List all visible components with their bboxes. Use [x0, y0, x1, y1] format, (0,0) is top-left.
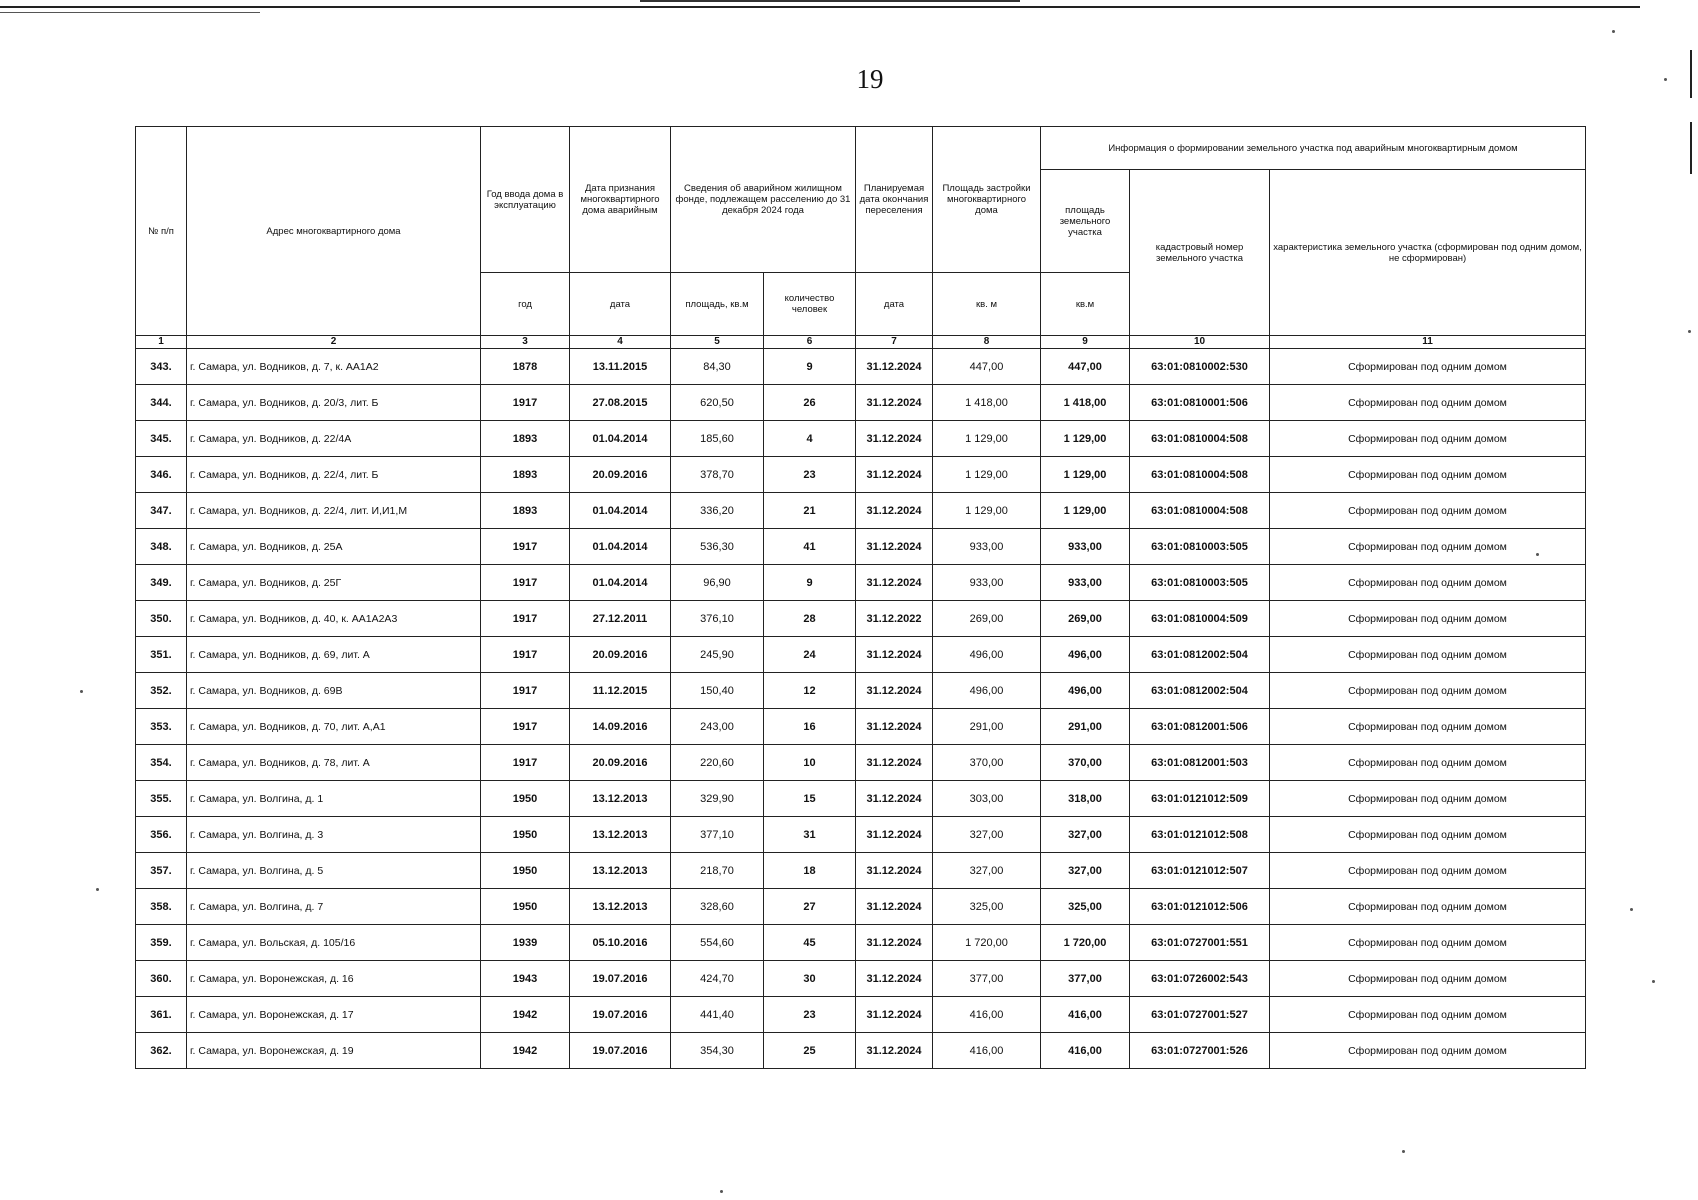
row-recognition-date: 05.10.2016 [570, 925, 671, 961]
row-fund-area: 336,20 [671, 493, 764, 529]
row-land-characteristic: Сформирован под одним домом [1270, 925, 1586, 961]
scan-edge-mark [1690, 122, 1692, 174]
row-people-count: 12 [764, 673, 856, 709]
column-number: 10 [1130, 336, 1270, 349]
row-land-area: 377,00 [1041, 961, 1130, 997]
table-row [136, 421, 1586, 457]
row-recognition-date: 20.09.2016 [570, 457, 671, 493]
table-row [136, 781, 1586, 817]
column-number: 9 [1041, 336, 1130, 349]
row-fund-area: 620,50 [671, 385, 764, 421]
header-planned-date: Планируемая дата окончания переселения [856, 127, 933, 273]
row-recognition-date: 19.07.2016 [570, 1033, 671, 1069]
row-year-entry: 1917 [481, 673, 570, 709]
row-building-area: 325,00 [933, 889, 1041, 925]
row-building-area: 1 720,00 [933, 925, 1041, 961]
row-planned-date: 31.12.2024 [856, 781, 933, 817]
row-planned-date: 31.12.2024 [856, 421, 933, 457]
row-planned-date: 31.12.2024 [856, 889, 933, 925]
row-recognition-date: 13.11.2015 [570, 349, 671, 385]
row-year-entry: 1893 [481, 457, 570, 493]
header-fund-info: Сведения об аварийном жилищном фонде, подлежащем расселению до 31 декабря 2024 года [671, 127, 856, 273]
row-land-characteristic: Сформирован под одним домом [1270, 529, 1586, 565]
row-address: г. Самара, ул. Водников, д. 22/4, лит. Б [187, 457, 481, 493]
row-land-area: 318,00 [1041, 781, 1130, 817]
row-cadastral-number: 63:01:0727001:527 [1130, 997, 1270, 1033]
column-number: 11 [1270, 336, 1586, 349]
row-address: г. Самара, ул. Воронежская, д. 17 [187, 997, 481, 1033]
row-people-count: 15 [764, 781, 856, 817]
unit-building-sqm: кв. м [933, 273, 1041, 336]
row-year-entry: 1942 [481, 997, 570, 1033]
row-address: г. Самара, ул. Воронежская, д. 19 [187, 1033, 481, 1069]
row-land-area: 327,00 [1041, 817, 1130, 853]
table-row [136, 493, 1586, 529]
row-cadastral-number: 63:01:0726002:543 [1130, 961, 1270, 997]
column-number: 3 [481, 336, 570, 349]
row-recognition-date: 20.09.2016 [570, 745, 671, 781]
row-planned-date: 31.12.2024 [856, 673, 933, 709]
row-building-area: 1 129,00 [933, 493, 1041, 529]
row-fund-area: 554,60 [671, 925, 764, 961]
header-address: Адрес многоквартирного дома [187, 127, 481, 336]
row-fund-area: 378,70 [671, 457, 764, 493]
row-number: 349. [136, 565, 187, 601]
row-land-characteristic: Сформирован под одним домом [1270, 601, 1586, 637]
row-land-characteristic: Сформирован под одним домом [1270, 961, 1586, 997]
row-year-entry: 1942 [481, 1033, 570, 1069]
header-recognition-date: Дата признания многоквартирного дома аварийным [570, 127, 671, 273]
table-row [136, 817, 1586, 853]
table-row [136, 565, 1586, 601]
top-rule-secondary [0, 12, 260, 13]
row-cadastral-number: 63:01:0727001:526 [1130, 1033, 1270, 1069]
header-land-area: площадь земельного участка [1041, 170, 1130, 273]
row-cadastral-number: 63:01:0810004:508 [1130, 421, 1270, 457]
row-address: г. Самара, ул. Воронежская, д. 16 [187, 961, 481, 997]
row-planned-date: 31.12.2024 [856, 817, 933, 853]
table-row [136, 889, 1586, 925]
row-fund-area: 243,00 [671, 709, 764, 745]
row-people-count: 9 [764, 565, 856, 601]
row-address: г. Самара, ул. Водников, д. 25Г [187, 565, 481, 601]
row-land-characteristic: Сформирован под одним домом [1270, 385, 1586, 421]
row-address: г. Самара, ул. Вольская, д. 105/16 [187, 925, 481, 961]
row-planned-date: 31.12.2024 [856, 493, 933, 529]
row-year-entry: 1950 [481, 817, 570, 853]
row-year-entry: 1917 [481, 709, 570, 745]
row-cadastral-number: 63:01:0812002:504 [1130, 637, 1270, 673]
row-building-area: 447,00 [933, 349, 1041, 385]
row-land-characteristic: Сформирован под одним домом [1270, 709, 1586, 745]
row-people-count: 31 [764, 817, 856, 853]
row-recognition-date: 19.07.2016 [570, 997, 671, 1033]
column-number: 1 [136, 336, 187, 349]
row-building-area: 291,00 [933, 709, 1041, 745]
row-planned-date: 31.12.2024 [856, 385, 933, 421]
row-people-count: 25 [764, 1033, 856, 1069]
row-land-characteristic: Сформирован под одним домом [1270, 745, 1586, 781]
row-year-entry: 1917 [481, 637, 570, 673]
row-planned-date: 31.12.2024 [856, 709, 933, 745]
row-land-characteristic: Сформирован под одним домом [1270, 421, 1586, 457]
row-recognition-date: 13.12.2013 [570, 853, 671, 889]
row-number: 346. [136, 457, 187, 493]
row-people-count: 16 [764, 709, 856, 745]
table-row [136, 601, 1586, 637]
table-row [136, 637, 1586, 673]
row-land-characteristic: Сформирован под одним домом [1270, 673, 1586, 709]
row-people-count: 23 [764, 457, 856, 493]
scan-speck [1688, 330, 1691, 333]
row-people-count: 21 [764, 493, 856, 529]
row-cadastral-number: 63:01:0727001:551 [1130, 925, 1270, 961]
row-building-area: 933,00 [933, 565, 1041, 601]
row-year-entry: 1950 [481, 889, 570, 925]
header-cadastral: кадастровый номер земельного участка [1130, 170, 1270, 336]
row-cadastral-number: 63:01:0812002:504 [1130, 673, 1270, 709]
row-building-area: 269,00 [933, 601, 1041, 637]
scan-speck [720, 1190, 723, 1193]
table-row [136, 385, 1586, 421]
row-cadastral-number: 63:01:0810002:530 [1130, 349, 1270, 385]
row-address: г. Самара, ул. Водников, д. 22/4А [187, 421, 481, 457]
row-recognition-date: 27.12.2011 [570, 601, 671, 637]
row-fund-area: 424,70 [671, 961, 764, 997]
row-number: 357. [136, 853, 187, 889]
row-fund-area: 329,90 [671, 781, 764, 817]
page-number: 19 [856, 64, 884, 94]
table-row [136, 925, 1586, 961]
row-number: 355. [136, 781, 187, 817]
row-cadastral-number: 63:01:0812001:506 [1130, 709, 1270, 745]
row-building-area: 327,00 [933, 853, 1041, 889]
row-land-area: 291,00 [1041, 709, 1130, 745]
row-planned-date: 31.12.2024 [856, 529, 933, 565]
unit-planned-date: дата [856, 273, 933, 336]
row-land-area: 1 720,00 [1041, 925, 1130, 961]
row-number: 353. [136, 709, 187, 745]
row-land-area: 370,00 [1041, 745, 1130, 781]
scan-speck [1630, 908, 1633, 911]
header-year-entry: Год ввода дома в эксплуатацию [481, 127, 570, 273]
row-year-entry: 1878 [481, 349, 570, 385]
row-year-entry: 1893 [481, 421, 570, 457]
column-number-row [136, 336, 1586, 349]
row-people-count: 4 [764, 421, 856, 457]
row-cadastral-number: 63:01:0810001:506 [1130, 385, 1270, 421]
row-people-count: 9 [764, 349, 856, 385]
scan-speck [1652, 980, 1655, 983]
row-recognition-date: 14.09.2016 [570, 709, 671, 745]
row-land-characteristic: Сформирован под одним домом [1270, 493, 1586, 529]
row-fund-area: 218,70 [671, 853, 764, 889]
row-people-count: 23 [764, 997, 856, 1033]
row-people-count: 10 [764, 745, 856, 781]
row-land-characteristic: Сформирован под одним домом [1270, 817, 1586, 853]
table-row [136, 853, 1586, 889]
scan-speck [1402, 1150, 1405, 1153]
unit-area: площадь, кв.м [671, 273, 764, 336]
row-fund-area: 245,90 [671, 637, 764, 673]
table-row [136, 349, 1586, 385]
row-fund-area: 220,60 [671, 745, 764, 781]
row-people-count: 28 [764, 601, 856, 637]
row-planned-date: 31.12.2024 [856, 565, 933, 601]
row-land-characteristic: Сформирован под одним домом [1270, 637, 1586, 673]
row-year-entry: 1939 [481, 925, 570, 961]
row-land-characteristic: Сформирован под одним домом [1270, 997, 1586, 1033]
unit-date: дата [570, 273, 671, 336]
row-address: г. Самара, ул. Водников, д. 78, лит. А [187, 745, 481, 781]
row-people-count: 45 [764, 925, 856, 961]
row-fund-area: 536,30 [671, 529, 764, 565]
row-recognition-date: 11.12.2015 [570, 673, 671, 709]
column-number: 8 [933, 336, 1041, 349]
row-cadastral-number: 63:01:0810004:508 [1130, 493, 1270, 529]
row-number: 348. [136, 529, 187, 565]
row-cadastral-number: 63:01:0121012:506 [1130, 889, 1270, 925]
row-land-area: 327,00 [1041, 853, 1130, 889]
register-body [136, 349, 1586, 1069]
row-fund-area: 376,10 [671, 601, 764, 637]
table-row [136, 1033, 1586, 1069]
row-planned-date: 31.12.2024 [856, 961, 933, 997]
scan-speck [80, 690, 83, 693]
row-fund-area: 185,60 [671, 421, 764, 457]
row-planned-date: 31.12.2022 [856, 601, 933, 637]
row-address: г. Самара, ул. Водников, д. 40, к. АА1А2А3 [187, 601, 481, 637]
row-planned-date: 31.12.2024 [856, 1033, 933, 1069]
row-planned-date: 31.12.2024 [856, 925, 933, 961]
row-building-area: 416,00 [933, 997, 1041, 1033]
row-number: 350. [136, 601, 187, 637]
row-address: г. Самара, ул. Водников, д. 7, к. АА1А2 [187, 349, 481, 385]
header-land-info: Информация о формировании земельного участка под аварийным многоквартирным домом [1041, 127, 1586, 170]
row-cadastral-number: 63:01:0121012:507 [1130, 853, 1270, 889]
row-land-characteristic: Сформирован под одним домом [1270, 1033, 1586, 1069]
row-building-area: 933,00 [933, 529, 1041, 565]
row-number: 344. [136, 385, 187, 421]
unit-people: количество человек [764, 273, 856, 336]
row-planned-date: 31.12.2024 [856, 853, 933, 889]
unit-year: год [481, 273, 570, 336]
row-address: г. Самара, ул. Водников, д. 20/3, лит. Б [187, 385, 481, 421]
row-land-characteristic: Сформирован под одним домом [1270, 781, 1586, 817]
row-recognition-date: 13.12.2013 [570, 781, 671, 817]
row-people-count: 27 [764, 889, 856, 925]
column-number: 7 [856, 336, 933, 349]
row-cadastral-number: 63:01:0810004:508 [1130, 457, 1270, 493]
row-building-area: 327,00 [933, 817, 1041, 853]
scan-speck [1612, 30, 1615, 33]
row-number: 352. [136, 673, 187, 709]
column-number: 2 [187, 336, 481, 349]
row-building-area: 416,00 [933, 1033, 1041, 1069]
row-fund-area: 354,30 [671, 1033, 764, 1069]
row-address: г. Самара, ул. Волгина, д. 1 [187, 781, 481, 817]
table-row [136, 997, 1586, 1033]
row-address: г. Самара, ул. Водников, д. 69В [187, 673, 481, 709]
row-building-area: 370,00 [933, 745, 1041, 781]
row-year-entry: 1917 [481, 529, 570, 565]
row-year-entry: 1950 [481, 853, 570, 889]
row-building-area: 1 418,00 [933, 385, 1041, 421]
row-land-area: 496,00 [1041, 637, 1130, 673]
row-number: 358. [136, 889, 187, 925]
row-year-entry: 1950 [481, 781, 570, 817]
row-fund-area: 96,90 [671, 565, 764, 601]
row-recognition-date: 19.07.2016 [570, 961, 671, 997]
column-number: 5 [671, 336, 764, 349]
row-recognition-date: 01.04.2014 [570, 493, 671, 529]
row-land-area: 447,00 [1041, 349, 1130, 385]
row-cadastral-number: 63:01:0121012:508 [1130, 817, 1270, 853]
column-number: 6 [764, 336, 856, 349]
row-fund-area: 441,40 [671, 997, 764, 1033]
row-cadastral-number: 63:01:0810004:509 [1130, 601, 1270, 637]
row-fund-area: 84,30 [671, 349, 764, 385]
row-land-area: 269,00 [1041, 601, 1130, 637]
row-land-characteristic: Сформирован под одним домом [1270, 889, 1586, 925]
row-building-area: 496,00 [933, 673, 1041, 709]
row-land-area: 416,00 [1041, 1033, 1130, 1069]
row-fund-area: 377,10 [671, 817, 764, 853]
row-year-entry: 1893 [481, 493, 570, 529]
row-number: 361. [136, 997, 187, 1033]
header-land-characteristic: характеристика земельного участка (сформирован под одним домом, не сформирован) [1270, 170, 1586, 336]
row-year-entry: 1917 [481, 385, 570, 421]
row-land-area: 933,00 [1041, 565, 1130, 601]
row-recognition-date: 13.12.2013 [570, 889, 671, 925]
table-row [136, 529, 1586, 565]
table-row [136, 457, 1586, 493]
row-land-area: 933,00 [1041, 529, 1130, 565]
top-rule-center [640, 0, 1020, 2]
row-number: 356. [136, 817, 187, 853]
row-planned-date: 31.12.2024 [856, 997, 933, 1033]
row-planned-date: 31.12.2024 [856, 349, 933, 385]
row-planned-date: 31.12.2024 [856, 637, 933, 673]
row-recognition-date: 20.09.2016 [570, 637, 671, 673]
row-people-count: 41 [764, 529, 856, 565]
row-address: г. Самара, ул. Водников, д. 70, лит. А,А1 [187, 709, 481, 745]
column-number: 4 [570, 336, 671, 349]
header-number: № п/п [136, 127, 187, 336]
row-land-area: 1 129,00 [1041, 421, 1130, 457]
row-land-area: 1 418,00 [1041, 385, 1130, 421]
row-building-area: 377,00 [933, 961, 1041, 997]
row-number: 362. [136, 1033, 187, 1069]
row-year-entry: 1917 [481, 601, 570, 637]
row-land-characteristic: Сформирован под одним домом [1270, 349, 1586, 385]
row-number: 359. [136, 925, 187, 961]
table-row [136, 961, 1586, 997]
row-fund-area: 150,40 [671, 673, 764, 709]
row-building-area: 303,00 [933, 781, 1041, 817]
row-year-entry: 1943 [481, 961, 570, 997]
row-land-area: 1 129,00 [1041, 457, 1130, 493]
row-address: г. Самара, ул. Водников, д. 22/4, лит. И,И1,М [187, 493, 481, 529]
row-number: 351. [136, 637, 187, 673]
row-building-area: 1 129,00 [933, 421, 1041, 457]
row-people-count: 24 [764, 637, 856, 673]
row-recognition-date: 01.04.2014 [570, 421, 671, 457]
row-people-count: 18 [764, 853, 856, 889]
row-address: г. Самара, ул. Волгина, д. 3 [187, 817, 481, 853]
row-cadastral-number: 63:01:0810003:505 [1130, 529, 1270, 565]
header-building-area: Площадь застройки многоквартирного дома [933, 127, 1041, 273]
row-recognition-date: 01.04.2014 [570, 565, 671, 601]
row-land-characteristic: Сформирован под одним домом [1270, 853, 1586, 889]
table-row [136, 673, 1586, 709]
row-people-count: 30 [764, 961, 856, 997]
row-number: 347. [136, 493, 187, 529]
row-cadastral-number: 63:01:0121012:509 [1130, 781, 1270, 817]
row-building-area: 1 129,00 [933, 457, 1041, 493]
row-recognition-date: 27.08.2015 [570, 385, 671, 421]
emergency-housing-register-table [135, 126, 1586, 1069]
row-address: г. Самара, ул. Водников, д. 25А [187, 529, 481, 565]
row-land-area: 496,00 [1041, 673, 1130, 709]
row-number: 360. [136, 961, 187, 997]
row-land-area: 1 129,00 [1041, 493, 1130, 529]
unit-land-sqm: кв.м [1041, 273, 1130, 336]
row-cadastral-number: 63:01:0812001:503 [1130, 745, 1270, 781]
row-year-entry: 1917 [481, 745, 570, 781]
row-cadastral-number: 63:01:0810003:505 [1130, 565, 1270, 601]
row-people-count: 26 [764, 385, 856, 421]
top-rule [0, 6, 1640, 8]
row-address: г. Самара, ул. Волгина, д. 7 [187, 889, 481, 925]
row-address: г. Самара, ул. Волгина, д. 5 [187, 853, 481, 889]
row-land-area: 416,00 [1041, 997, 1130, 1033]
row-land-area: 325,00 [1041, 889, 1130, 925]
row-recognition-date: 13.12.2013 [570, 817, 671, 853]
row-year-entry: 1917 [481, 565, 570, 601]
row-address: г. Самара, ул. Водников, д. 69, лит. А [187, 637, 481, 673]
row-recognition-date: 01.04.2014 [570, 529, 671, 565]
row-number: 345. [136, 421, 187, 457]
row-land-characteristic: Сформирован под одним домом [1270, 565, 1586, 601]
row-building-area: 496,00 [933, 637, 1041, 673]
row-planned-date: 31.12.2024 [856, 457, 933, 493]
table-row [136, 709, 1586, 745]
row-land-characteristic: Сформирован под одним домом [1270, 457, 1586, 493]
row-number: 343. [136, 349, 187, 385]
row-fund-area: 328,60 [671, 889, 764, 925]
scan-speck [96, 888, 99, 891]
row-number: 354. [136, 745, 187, 781]
table-row [136, 745, 1586, 781]
row-planned-date: 31.12.2024 [856, 745, 933, 781]
